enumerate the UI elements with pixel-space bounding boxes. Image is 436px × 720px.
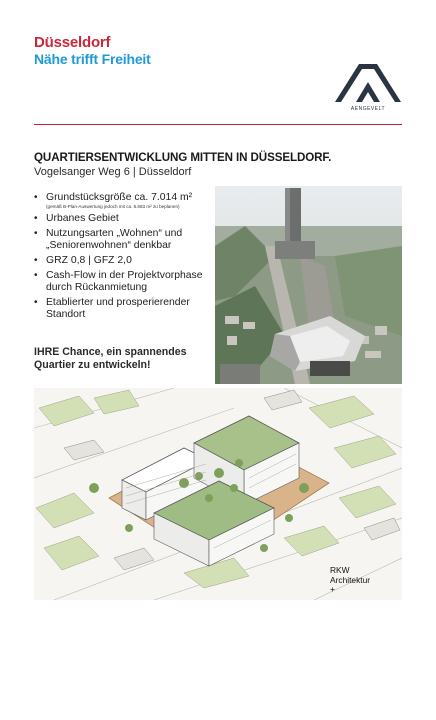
list-item [34, 213, 216, 225]
architect-plus: + [330, 584, 335, 594]
aengevelt-roof-logo-icon [332, 60, 404, 106]
address: Vogelsanger Weg 6 | Düsseldorf [34, 166, 192, 178]
brand-claim [34, 35, 151, 67]
logo-wordmark: AENGEVELT [350, 106, 386, 112]
page-title: QUARTIERSENTWICKLUNG MITTEN IN DÜSSELDORF. [34, 151, 332, 164]
feature-text: GRZ 0,8 | GFZ 2,0 [46, 255, 132, 266]
brand-city: Düsseldorf [34, 34, 111, 51]
list-item [34, 270, 216, 294]
architect-credit [330, 566, 370, 595]
aerial-photo [215, 186, 402, 384]
feature-note: (gemäß B-Plan-Auswertung jedoch mit ca. 6.683 m² zu beplanen) [46, 204, 180, 209]
feature-text: Nutzungsarten „Wohnen“ und „Seniorenwohnen“ denkbar [46, 228, 183, 251]
architect-name: RKW [330, 565, 350, 575]
feature-text: Etablierter und prosperierender Standort [46, 297, 190, 320]
list-item [34, 297, 216, 321]
architect-name-line2: Architektur [330, 574, 371, 585]
feature-list [34, 192, 216, 324]
call-to-action: IHRE Chance, ein spannendes Quartier zu entwickeln! [34, 346, 187, 371]
aengevelt-logo[interactable] [332, 60, 404, 116]
feature-text: Cash-Flow in der Projektvorphase durch Rückanmietung [46, 270, 203, 293]
divider-line [34, 124, 402, 125]
feature-text: Grundstücksgröße ca. 7.014 m² [46, 192, 193, 203]
list-item [34, 192, 216, 210]
list-item [34, 228, 216, 252]
feature-text: Urbanes Gebiet [46, 213, 119, 224]
list-item [34, 255, 216, 267]
brand-tagline: Nähe trifft Freiheit [34, 51, 151, 67]
aerial-city-image [215, 186, 402, 384]
